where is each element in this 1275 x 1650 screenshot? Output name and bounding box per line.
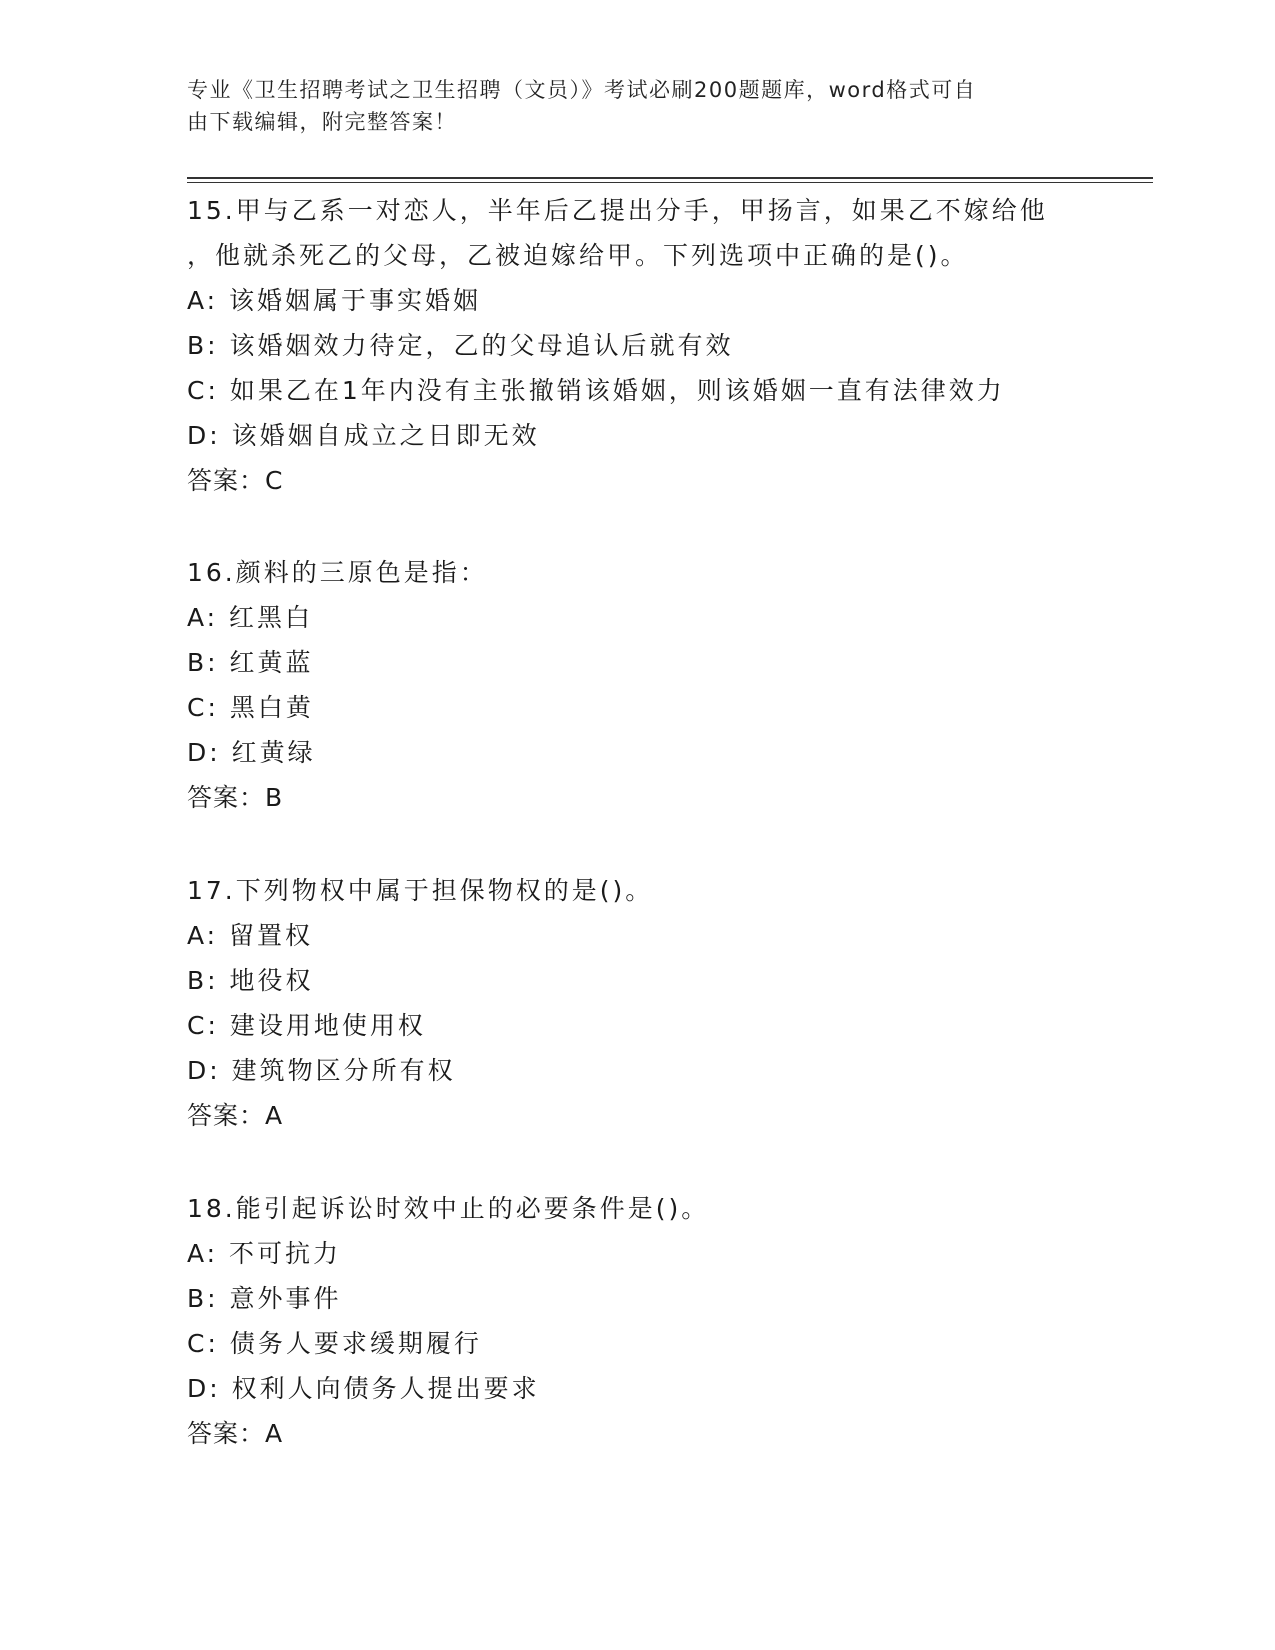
option-a: A: 不可抗力: [187, 1239, 342, 1268]
header-line-1: 专业《卫生招聘考试之卫生招聘（文员）》考试必刷200题题库，word格式可自: [187, 78, 977, 102]
question-stem: [187, 1186, 1087, 1231]
option-d: D: 红黄绿: [187, 738, 316, 767]
header-line-2: 由下载编辑，附完整答案！: [187, 110, 457, 134]
option-d: D: 该婚姻自成立之日即无效: [187, 421, 540, 450]
stem-line: 17.下列物权中属于担保物权的是()。: [187, 876, 654, 905]
option-a: A: 红黑白: [187, 603, 314, 632]
stem-line: 18.能引起诉讼时效中止的必要条件是()。: [187, 1194, 710, 1223]
option-b: B: 意外事件: [187, 1284, 342, 1313]
answer: 答案：B: [187, 783, 284, 812]
option-b: B: 该婚姻效力待定，乙的父母追认后就有效: [187, 331, 734, 360]
option-b: B: 地役权: [187, 966, 314, 995]
question-15: [187, 188, 1087, 503]
option-c: C: 黑白黄: [187, 693, 314, 722]
header-divider-thin: [187, 182, 1153, 183]
option-c: C: 建设用地使用权: [187, 1011, 426, 1040]
question-stem: [187, 550, 1087, 595]
header-divider-thick: [187, 177, 1153, 179]
stem-line: 16.颜料的三原色是指：: [187, 558, 488, 587]
stem-line: ，他就杀死乙的父母，乙被迫嫁给甲。下列选项中正确的是()。: [187, 241, 969, 270]
question-16: [187, 550, 1087, 820]
question-stem: [187, 868, 1087, 913]
option-b: B: 红黄蓝: [187, 648, 314, 677]
answer: 答案：A: [187, 1101, 284, 1130]
question-stem: [187, 188, 1087, 278]
answer: 答案：A: [187, 1419, 284, 1448]
option-c: C: 如果乙在1年内没有主张撤销该婚姻，则该婚姻一直有法律效力: [187, 376, 1005, 405]
option-a: A: 该婚姻属于事实婚姻: [187, 286, 482, 315]
answer: 答案：C: [187, 466, 284, 495]
question-17: [187, 868, 1087, 1138]
question-18: [187, 1186, 1087, 1456]
document-header: [187, 74, 1087, 138]
option-d: D: 建筑物区分所有权: [187, 1056, 456, 1085]
option-a: A: 留置权: [187, 921, 314, 950]
option-c: C: 债务人要求缓期履行: [187, 1329, 482, 1358]
stem-line: 15.甲与乙系一对恋人，半年后乙提出分手，甲扬言，如果乙不嫁给他: [187, 196, 1048, 225]
option-d: D: 权利人向债务人提出要求: [187, 1374, 540, 1403]
